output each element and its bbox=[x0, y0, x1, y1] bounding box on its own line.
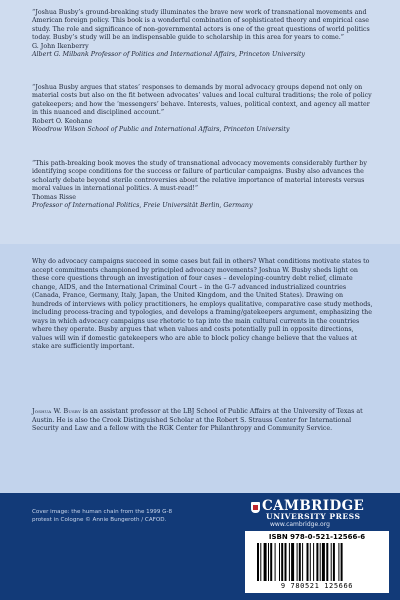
university-crest-icon bbox=[251, 502, 260, 513]
quote-author: Thomas Risse bbox=[32, 193, 76, 201]
quote-affiliation: Professor of International Politics, Freie Universität Berlin, Germany bbox=[32, 202, 253, 210]
author-name: Joshua W. Busby bbox=[32, 408, 81, 415]
publisher-name: CAMBRIDGE bbox=[262, 498, 365, 514]
quote-author: Robert O. Keohane bbox=[32, 117, 93, 125]
author-bio bbox=[32, 408, 374, 434]
author-bio-text: is an assistant professor at the LBJ School of Public Affairs at the University of Texas at Austin. He is also the Crook Distinguished Scholar at the Robert S. Strauss Center for International Security and Law and a fellow with the RGK Center for Philanthropy and Community Service. bbox=[32, 408, 363, 432]
endorsement-quote bbox=[32, 84, 372, 134]
barcode-digits: 9 780521 125666 bbox=[280, 582, 354, 590]
publisher-subtitle: UNIVERSITY PRESS bbox=[266, 512, 361, 521]
endorsement-quote bbox=[32, 9, 372, 59]
quote-text: “This path-breaking book moves the study of transnational advocacy movements considerably further by identifying scope conditions for the success or failure of particular campaigns. Busby also advances the scholarly debate beyond sterile controversies about the relative importance of material interests versus moral values in international politics. A must-read!” bbox=[32, 160, 367, 193]
barcode-icon bbox=[257, 543, 377, 581]
quote-author: G. John Ikenberry bbox=[32, 42, 89, 50]
quote-affiliation: Albert G. Milbank Professor of Politics and International Affairs, Princeton University bbox=[32, 51, 305, 59]
barcode-panel bbox=[245, 531, 389, 593]
endorsement-quote bbox=[32, 160, 372, 210]
cover-image-credit: Cover image: the human chain from the 1999 G-8 protest in Cologne © Annie Bungeroth / CAFOD. bbox=[32, 509, 173, 523]
quote-text: “Joshua Busby argues that states’ responses to demands by moral advocacy groups depend not only on material costs but also on the fit between advocates’ values and local cultural traditions; the role of policy gatekeepers; and how the ‘messengers’ behave. Interests, values, political context, and agency all matter in this nuanced and disciplined account.” bbox=[32, 84, 372, 117]
publisher-url: www.cambridge.org bbox=[270, 521, 330, 528]
isbn-label: ISBN 978-0-521-12566-6 bbox=[268, 533, 366, 541]
quote-text: “Joshua Busby’s ground-breaking study illuminates the brave new work of transnational movements and American foreign policy. This book is a wonderful combination of sophisticated theory and empirical case study. The role and significance of non-governmental actors is one of the great questions of world politics today. Busby’s study will be an indispensable guide to scholarship in this area for years to come.” bbox=[32, 9, 370, 42]
quote-affiliation: Woodrow Wilson School of Public and International Affairs, Princeton University bbox=[32, 126, 290, 134]
book-description: Why do advocacy campaigns succeed in some cases but fail in others? What conditions motivate states to accept commitments championed by principled advocacy movements? Joshua W. Busby sheds light on these core questions through an investigation of four cases – developing-country debt relief, climate change, AIDS, and the International Criminal Court – in the G-7 advanced industrialized countries (Canada, France, Germany, Italy, Japan, the United Kingdom, and the United States). Drawing on hundreds of interviews with policy practitioners, he employs qualitative, comparative case study methods, including process-tracing and typologies, and develops a framing/gatekeepers argument, emphasizing the ways in which advocacy campaigns use rhetoric to tap into the main cultural currents in the countries where they operate. Busby argues that when values and costs potentially pull in opposite directions, values will win if domestic gatekeepers who are able to block policy change believe that the values at stake are sufficiently important. bbox=[32, 258, 373, 350]
